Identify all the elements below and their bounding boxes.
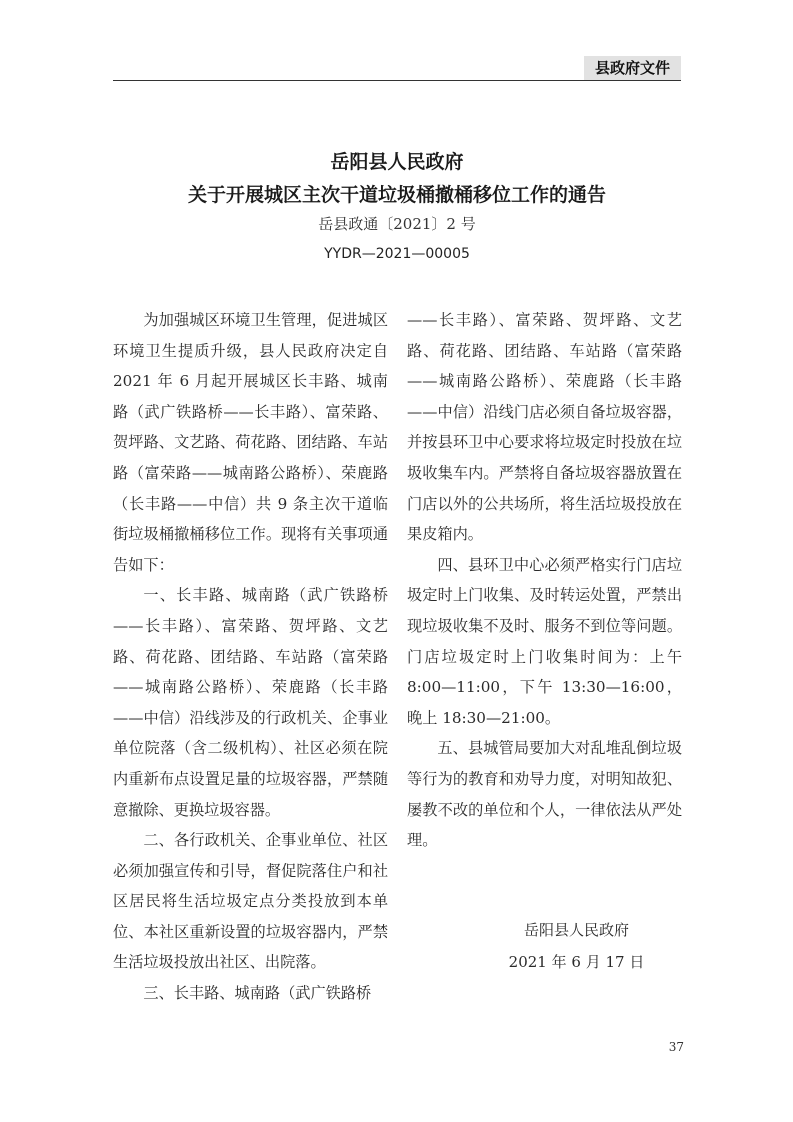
paragraph-item-3-continued: ——长丰路）、富荣路、贺坪路、文艺路、荷花路、团结路、车站路（富荣路——城南路公路桥）、荣鹿路（长丰路——中信）沿线门店必须自备垃圾容器，并按县环卫中心要求将垃圾定时投放在垃圾收集车内。严禁将自备垃圾容器放置在门店以外的公共场所，将生活垃圾投放在果皮箱内。 — [407, 311, 682, 544]
body-column-right — [407, 305, 682, 856]
paragraph-item-1: 一、长丰路、城南路（武广铁路桥——长丰路）、富荣路、贺坪路、文艺路、荷花路、团结路、车站路（富荣路——城南路公路桥）、荣鹿路（长丰路——中信）沿线涉及的行政机关、企事业单位院落（含二级机构）、社区必须在院内重新布点设置足量的垃圾容器，严禁随意撤除、更换垃圾容器。 — [113, 586, 388, 819]
paragraph-item-5: 五、县城管局要加大对乱堆乱倒垃圾等行为的教育和劝导力度，对明知故犯、屡教不改的单位和个人，一律依法从严处理。 — [407, 739, 682, 850]
document-code: YYDR—2021—00005 — [324, 246, 470, 262]
document-title-issuer: 岳阳县人民政府 — [330, 151, 464, 173]
body-column-left — [113, 305, 388, 1009]
section-tag: 县政府文件 — [584, 56, 681, 80]
document-title: 关于开展城区主次干道垃圾桶撤桶移位工作的通告 — [187, 184, 606, 206]
page-number: 37 — [668, 1040, 684, 1054]
header-divider — [113, 80, 681, 81]
signature-date: 2021 年 6 月 17 日 — [508, 953, 645, 971]
paragraph-item-2: 二、各行政机关、企事业单位、社区必须加强宣传和引导，督促院落住户和社区居民将生活垃圾定点分类投放到本单位、本社区重新设置的垃圾容器内，严禁生活垃圾投放出社区、出院落。 — [113, 831, 388, 972]
document-number: 岳县政通〔2021〕2 号 — [318, 215, 476, 233]
paragraph-item-4: 四、县环卫中心必须严格实行门店垃圾定时上门收集、及时转运处置，严禁出现垃圾收集不及时、服务不到位等问题。门店垃圾定时上门收集时间为：上午 8:00—11:00，下午 13:30—16:00，晚上 18:30—21:00。 — [407, 555, 682, 727]
paragraph-intro: 为加强城区环境卫生管理，促进城区环境卫生提质升级，县人民政府决定自 2021 年 6 月起开展城区长丰路、城南路（武广铁路桥——长丰路）、富荣路、贺坪路、文艺路、荷花路、团结路、车站路（富荣路——城南路公路桥）、荣鹿路（长丰路——中信）共 9 条主次干道临街垃圾桶撤桶移位工作。现将有关事项通告如下： — [113, 311, 388, 574]
signature-org: 岳阳县人民政府 — [523, 921, 629, 939]
paragraph-item-3-start: 三、长丰路、城南路（武广铁路桥 — [143, 984, 372, 1003]
